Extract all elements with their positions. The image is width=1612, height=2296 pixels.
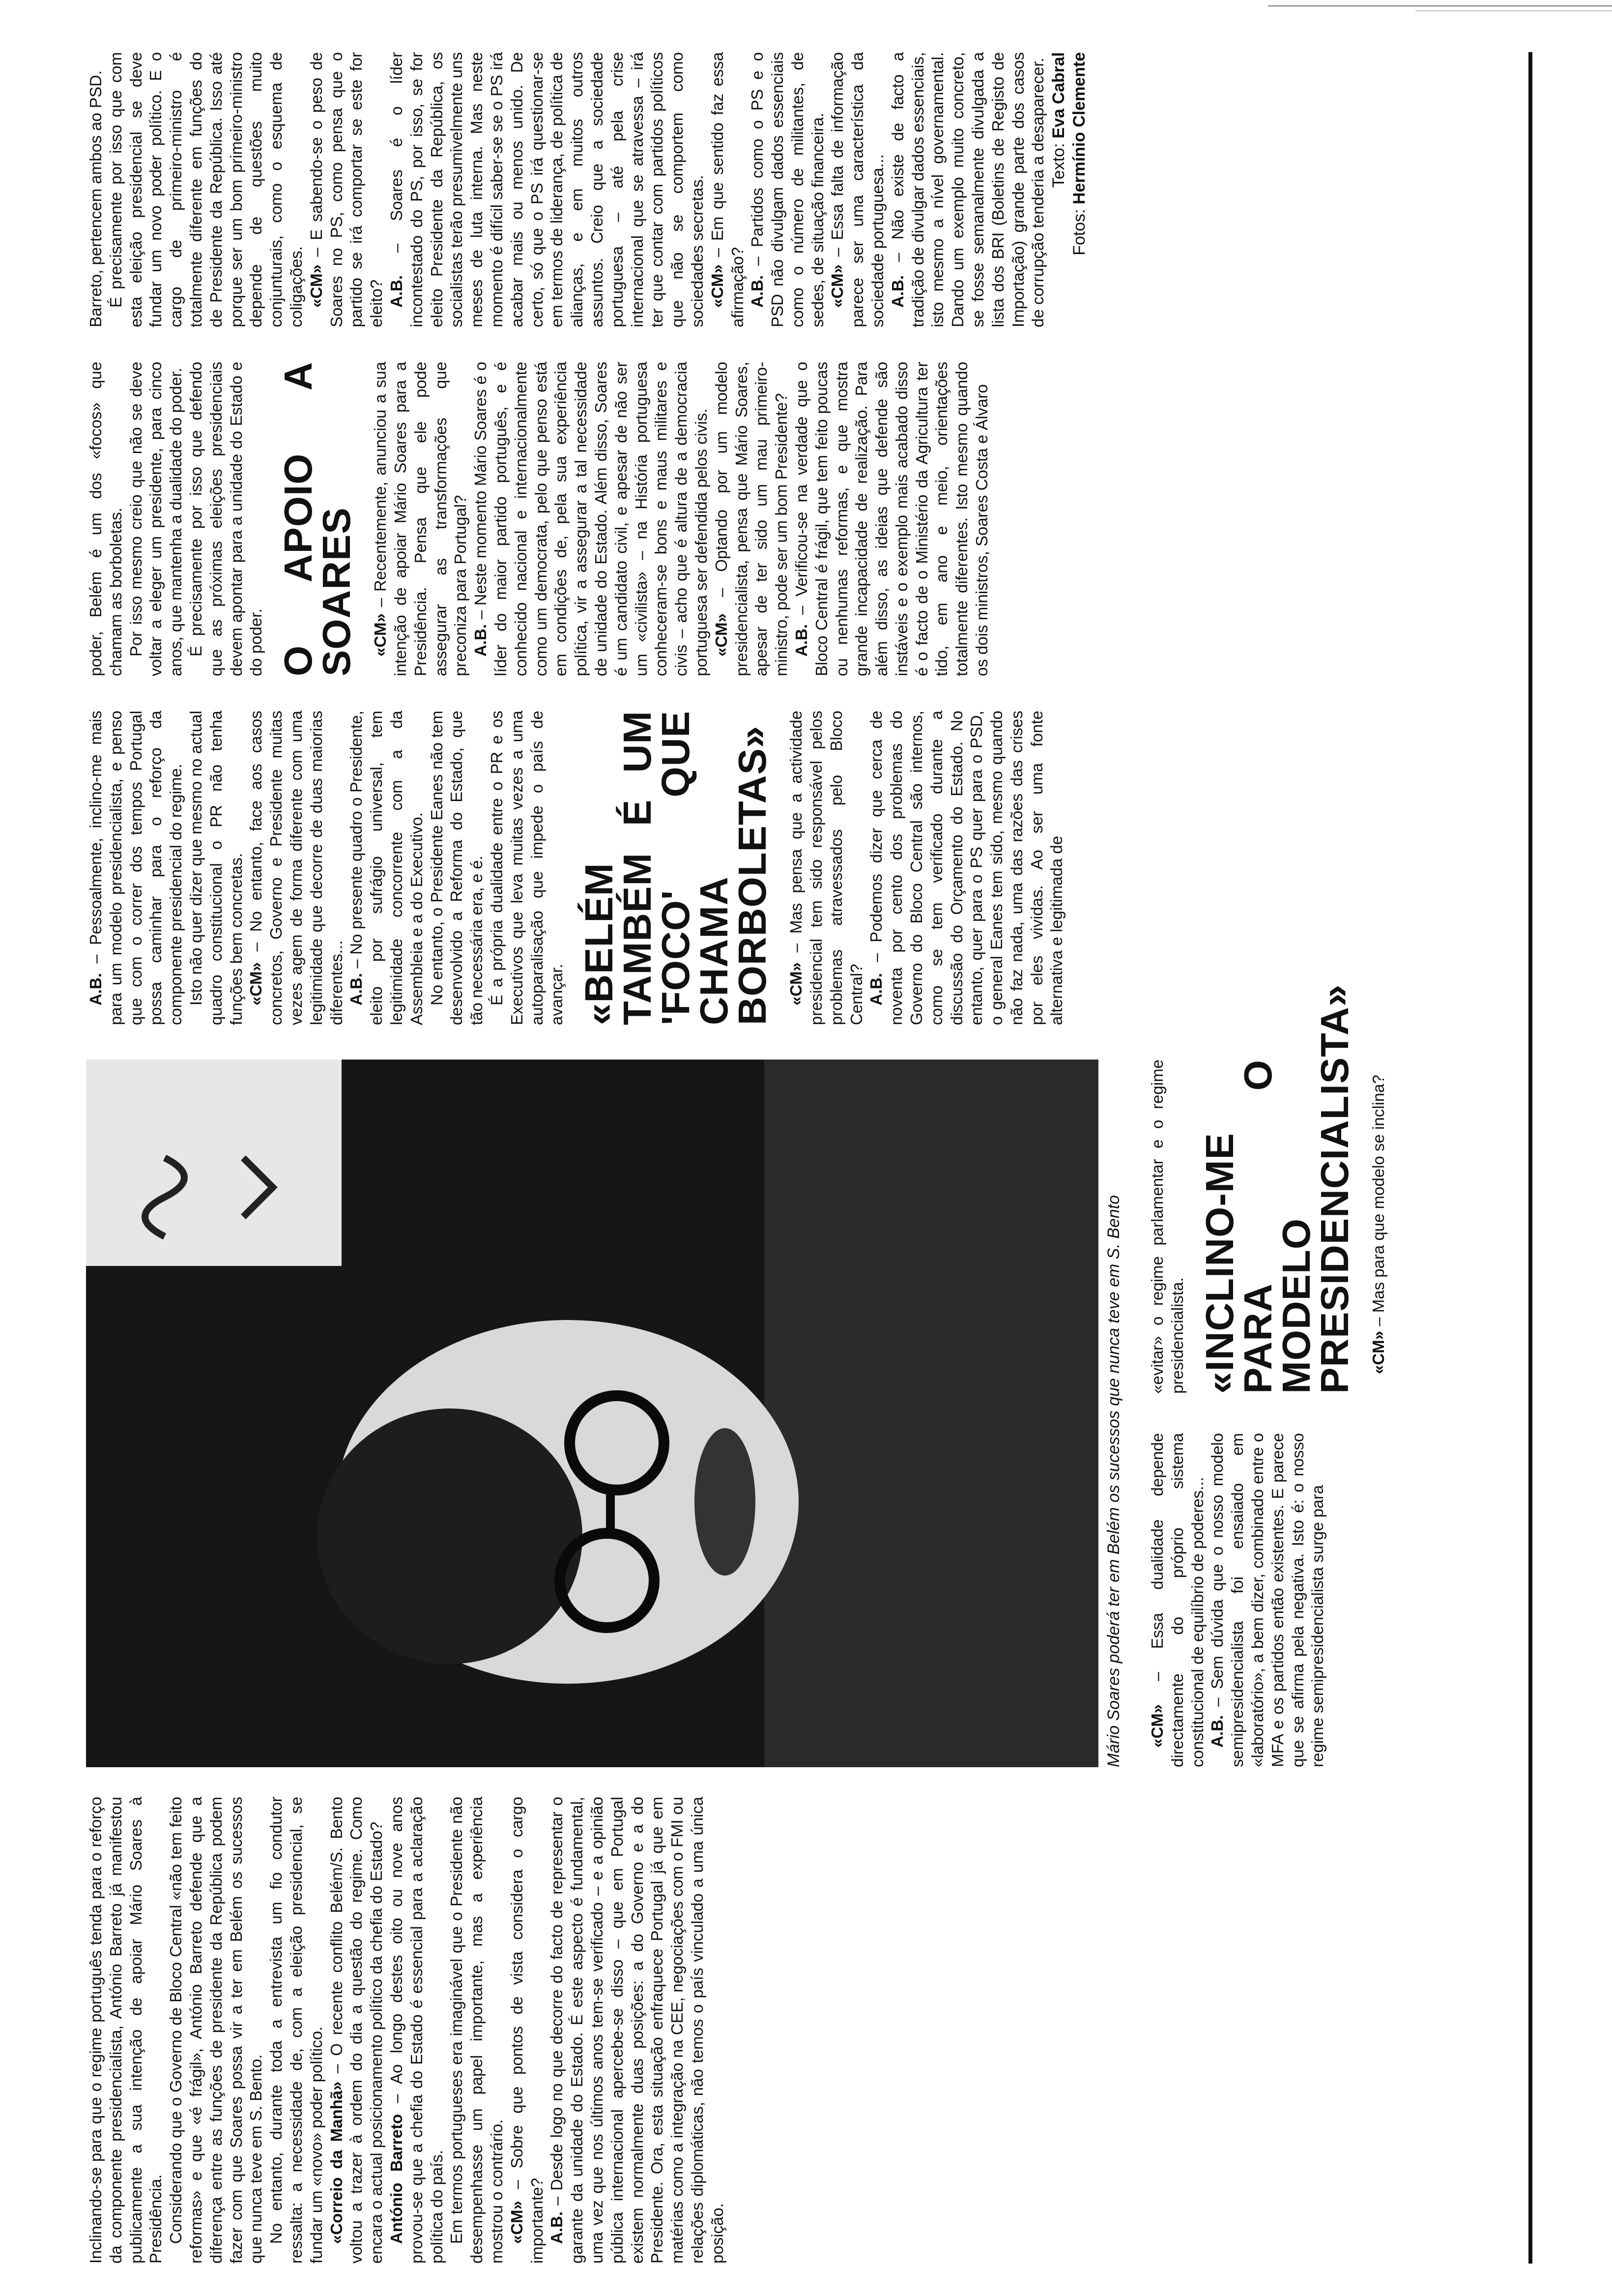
paragraph-text: poder, Belém é um dos «focos» que chamam as borboletas. bbox=[86, 362, 125, 676]
paragraph-text: – E sabendo-se o peso de Soares no PS, como pensa que o partido se irá comportar se este for eleito? bbox=[307, 52, 386, 327]
article-column-5 bbox=[86, 362, 992, 676]
paragraph bbox=[1208, 1433, 1328, 1767]
paragraph-text: Barreto, pertencem ambos ao PSD. bbox=[86, 70, 105, 327]
paragraph-text: – Não existe de facto a tradição de divulgar dados essenciais, isto mesmo a nível governamental. Dando um exemplo muito concreto, se fosse semanalmente divulgada a lista dos BRI (Boletins de Registo de Importação) grande parte dos casos de corrupção tenderia a desaparecer. bbox=[888, 52, 1047, 327]
speaker-label: «Correio da Manhã» bbox=[327, 2081, 345, 2244]
paragraph bbox=[246, 711, 346, 1025]
text-credit-label: Texto: bbox=[1049, 143, 1068, 188]
paragraph-text: No entanto, o Presidente Eanes não tem desenvolvido a Reforma do Estado, que tão necessária era, e é. bbox=[427, 711, 486, 1025]
paragraph bbox=[547, 1797, 727, 2264]
paragraph bbox=[371, 362, 471, 676]
paragraph bbox=[186, 362, 266, 676]
speaker-label: António Barreto bbox=[387, 2114, 405, 2244]
paragraph-text: É precisamente por isso que com esta eleição presidencial se deve fundar um novo poder político. E o cargo de primeiro-ministro é totalmente diferente em funções do de Presidente da República. Isso até porque ser um bom primeiro-ministro depende de questões muito conjunturais, como o esquema de coligações. bbox=[106, 52, 305, 327]
paragraph bbox=[86, 1797, 166, 2264]
paragraph bbox=[387, 1797, 447, 2264]
paragraph bbox=[106, 52, 307, 327]
paragraph bbox=[447, 1797, 507, 2264]
rotated-newspaper-page bbox=[86, 52, 1521, 2264]
article-column-4 bbox=[86, 711, 1067, 1025]
photo-caption: Mário Soares poderá ter em Belém os sucessos que nunca teve em S. Bento bbox=[1104, 1195, 1123, 1767]
paragraph bbox=[507, 1797, 547, 2264]
speaker-label: «CM» bbox=[1369, 1330, 1387, 1374]
speaker-label: «CM» bbox=[712, 613, 730, 657]
paragraph bbox=[866, 711, 1067, 1025]
speaker-label: A.B. bbox=[547, 2211, 566, 2244]
paragraph bbox=[1148, 1060, 1188, 1394]
paragraph-text: – Partidos como o PS e o PSD não divulgam dados essenciais como o número de militantes, de sedes, de situação financeira. bbox=[748, 52, 827, 327]
scan-top-edge bbox=[0, 0, 1612, 29]
paragraph bbox=[471, 362, 712, 676]
paragraph bbox=[86, 52, 106, 327]
headline-belem-foco: «BELÉM TAMBÉM É UM 'FOCO' QUE CHAMA BORBOLETAS» bbox=[577, 711, 775, 1025]
paragraph-text: – Ao longo destes oito ou nove anos provou-se que a chefia do Estado é essencial para a aclaração política do país. bbox=[387, 1797, 446, 2264]
speaker-label: A.B. bbox=[792, 624, 810, 657]
paragraph-text: – Soares é o líder incontestado do PS, por isso, se for eleito Presidente da República, os socialistas terão presumivelmente uns meses de luta interna. Mas neste momento é difícil saber-se se o PS irá acabar mais ou menos unido. De certo, só que o PS irá questionar-se em termos de liderança, de política de alianças, e em muitos outros assuntos. Creio que a sociedade portuguesa – até pela crise internacional que se atravessa – irá ter que contar com partidos políticos que não se comportem como sociedades secretas. bbox=[387, 52, 706, 327]
paragraph-text: – Mas pensa que a actividade presidencial tem sido responsável pelos problemas atravessados pelo Bloco Central? bbox=[787, 711, 865, 1025]
paragraph bbox=[86, 362, 126, 676]
paragraph bbox=[186, 711, 246, 1025]
article-column-6 bbox=[86, 52, 1090, 327]
paragraph-text: – Neste momento Mário Soares é o líder do maior partido português, e é conhecido nacional e internacionalmente como um democrata, pelo que penso está em condições de, pela sua experiência política, vir a assegurar a tal necessidade de unidade do Estado. Além disso, Soares é um candidato civil, e apesar de não ser um «civilista» – na História portuguesa conheceram-se bons e maus militares e civis – acho que é altura de a democracia portuguesa ser defendida pelos civis. bbox=[471, 362, 710, 676]
article-column-1 bbox=[86, 1797, 728, 2264]
paragraph-text: – Sem dúvida que o nosso modelo semipresidencialista foi ensaiado em «laboratório», a bem dizer, combinado entre o MFA e os partidos então existentes. E parece que se afirma pela negativa. Isto é: o nosso regime semipresidencialista surge para bbox=[1208, 1433, 1327, 1767]
paragraph bbox=[327, 1797, 387, 2264]
paragraph-text: É a própria dualidade entre o PR e os Executivos que leva muitas vezes a uma autoparalisação que impede o país de avançar. bbox=[487, 711, 566, 1025]
paragraph-text: Inclinando-se para que o regime português tenda para o reforço da componente presidencialista, António Barreto já manifestou publicamente a sua intenção de apoiar Mário Soares à Presidência. bbox=[86, 1797, 165, 2264]
speaker-label: «CM» bbox=[507, 2200, 526, 2244]
speaker-label: A.B. bbox=[888, 275, 907, 308]
speaker-label: A.B. bbox=[867, 973, 886, 1005]
paragraph bbox=[307, 52, 387, 327]
paragraph bbox=[487, 711, 567, 1025]
paragraph bbox=[786, 711, 866, 1025]
paragraph-text: – Pessoalmente, inclino-me mais para um modelo presidencialista, e penso que com o correr dos tempos Portugal possa caminhar para o reforço da componente presidencial do regime. bbox=[86, 711, 185, 1025]
headline-apoio-soares: O APOIO A SOARES bbox=[276, 362, 359, 676]
speaker-label: A.B. bbox=[86, 973, 105, 1005]
speaker-label: «CM» bbox=[787, 962, 806, 1005]
portrait-photo bbox=[86, 1060, 1098, 1767]
speaker-label: «CM» bbox=[307, 264, 325, 308]
speaker-label: «CM» bbox=[371, 613, 390, 657]
photo-credit bbox=[1069, 52, 1090, 327]
paragraph bbox=[1148, 1433, 1208, 1767]
paragraph-text: Isto não quer dizer que mesmo no actual quadro constitucional o PR não tenha funções bem concretas. bbox=[186, 711, 245, 1025]
paragraph-text: Por isso mesmo creio que não se deve voltar a eleger um presidente, para cinco anos, que mantenha a dualidade do poder. bbox=[126, 362, 185, 676]
paragraph bbox=[792, 362, 992, 676]
article-column-3 bbox=[1148, 984, 1388, 1394]
paragraph bbox=[266, 1797, 326, 2264]
page-bottom-rule bbox=[1528, 52, 1532, 2264]
paragraph-text: – Sobre que pontos de vista considera o cargo importante? bbox=[507, 1797, 546, 2264]
paragraph-text: – Optando por um modelo presidencialista, pensa que Mário Soares, apesar de ter sido um mau primeiro-ministro, pode ser um bom Presidente? bbox=[712, 362, 791, 676]
paragraph-text: «evitar» o regime parlamentar e o regime presidencialista. bbox=[1148, 1060, 1186, 1394]
headline-inclino-me: «INCLINO-ME PARA O MODELO PRESIDENCIALISTA» bbox=[1197, 984, 1356, 1394]
paragraph bbox=[346, 711, 427, 1025]
paragraph-text: – Verificou-se na verdade que o Bloco Central é frágil, que tem feito poucas ou nenhumas reformas, e que mostra grande incapacidade de realização. Para além disso, as ideias que defende são instáveis e o exemplo mais acabado disso é o facto de o Ministério da Agricultura ter tido, em ano e meio, orientações totalmente diferentes. Isto mesmo quando os dois ministros, Soares Costa e Álvaro bbox=[792, 362, 991, 676]
photo-credit-label: Fotos: bbox=[1070, 209, 1089, 256]
paragraph bbox=[126, 362, 186, 676]
paragraph bbox=[708, 52, 748, 327]
speaker-label: A.B. bbox=[748, 275, 767, 308]
speaker-label: «CM» bbox=[247, 962, 265, 1005]
speaker-label: «CM» bbox=[828, 264, 847, 308]
paragraph-text: – No entanto, face aos casos concretos, Governo e Presidente muitas vezes agem de forma diferente com uma legitimidade que decorre de duas maiorias diferentes... bbox=[247, 711, 345, 1025]
paragraph-text: – Desde logo no que decorre do facto de representar o garante da unidade do Estado. É este aspecto é fundamental, uma vez que nos últimos anos tem-se verificado – e a opinião pública internacional apercebe-se disso – que em Portugal existem normalmente duas posições: a do Governo e a do Presidente. Ora, esta situação enfraquece Portugal já que em matérias como a integração na CEE, negociações com o FMI ou relações diplomáticas, não temos o país vinculado a uma única posição. bbox=[547, 1797, 726, 2264]
speaker-label: A.B. bbox=[471, 624, 490, 657]
speaker-label: A.B. bbox=[347, 973, 366, 1005]
paragraph-text: É precisamente por isso que defendo que as próximas eleições presidenciais devem apontar para a unidade do Estado e do poder. bbox=[186, 362, 265, 676]
speaker-label: «CM» bbox=[708, 264, 726, 308]
paragraph-text: – No presente quadro o Presidente, eleito por sufrágio universal, tem legitimidade concorrente com a da Assembleia e a do Executivo. bbox=[347, 711, 426, 1025]
speaker-label: «CM» bbox=[1148, 1704, 1166, 1748]
speaker-label: A.B. bbox=[387, 275, 405, 308]
paragraph bbox=[427, 711, 487, 1025]
paragraph-text: – Mas para que modelo se inclina? bbox=[1369, 1074, 1387, 1331]
paragraph bbox=[888, 52, 1048, 327]
paragraph bbox=[86, 711, 186, 1025]
photo-credit-name: Hermínio Clemente bbox=[1070, 52, 1089, 204]
article-column-2 bbox=[1148, 1433, 1328, 1767]
paragraph bbox=[828, 52, 888, 327]
paragraph-text: – Essa falta de informação parece ser uma característica da sociedade portuguesa... bbox=[828, 52, 887, 327]
paragraph bbox=[748, 52, 828, 327]
paragraph-text: – Recentemente, anunciou a sua intenção de apoiar Mário Soares para a Presidência. Pensa que ele pode assegurar as transformações que preconiza para Portugal? bbox=[371, 362, 470, 676]
paragraph bbox=[166, 1797, 266, 2264]
paragraph bbox=[712, 362, 792, 676]
paragraph-text: No entanto, durante toda a entrevista um fio condutor ressalta: a necessidade de, com a eleição presidencial, se fundar um «novo» poder político. bbox=[267, 1797, 325, 2264]
paragraph-text: – Podemos dizer que cerca de noventa por cento dos problemas do Governo do Bloco Central são internos, como se tem verificado durante a discussão do Orçamento do Estado. No entanto, quer para o PS quer para o PSD, o general Eanes tem sido, mesmo quando não faz nada, uma das razões das crises por eles vividas. Ao ser uma fonte alternativa e legitimada de bbox=[867, 711, 1066, 1025]
paragraph-text: – Em que sentido faz essa afirmação? bbox=[708, 52, 747, 327]
paragraph bbox=[387, 52, 708, 327]
paragraph-text: – Essa dualidade depende directamente do próprio sistema constitucional de equilíbrio de poderes... bbox=[1148, 1433, 1207, 1767]
paragraph-text: Considerando que o Governo de Bloco Central «não tem feito reformas» e que «é frágil», António Barreto defende que a diferença entre as funções de presidente da República podem fazer com que Soares possa vir a ter em Belém os sucessos que nunca teve em S. Bento. bbox=[167, 1797, 265, 2264]
text-credit bbox=[1048, 52, 1069, 327]
text-credit-name: Eva Cabral bbox=[1049, 52, 1068, 139]
paragraph-text: – O recente conflito Belém/S. Bento voltou a trazer à ordem do dia a questão do regime. Como encara o actual posicionamento político da chefia do Estado? bbox=[327, 1797, 386, 2264]
paragraph bbox=[1369, 1060, 1389, 1394]
speaker-label: A.B. bbox=[1208, 1715, 1227, 1748]
paragraph-text: Em termos portugueses era imaginável que o Presidente não desempenhasse um papel importante, mas a experiência mostrou o contrário. bbox=[447, 1797, 506, 2264]
